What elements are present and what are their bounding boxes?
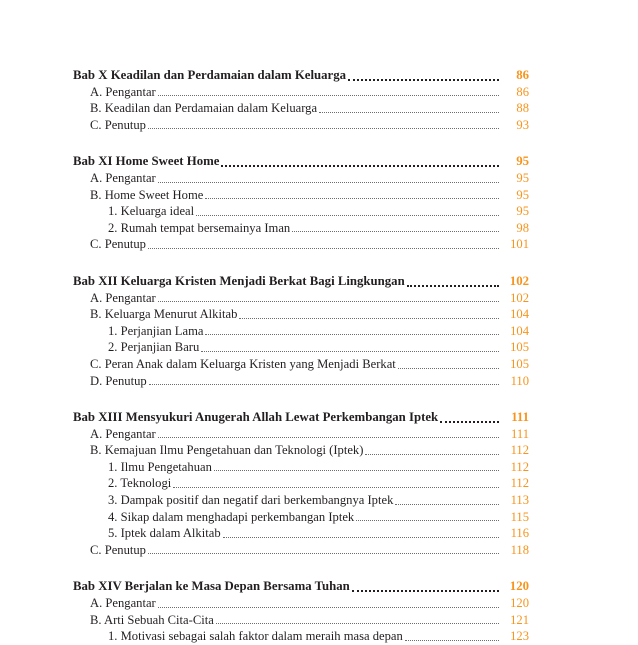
- dot-leader: [214, 469, 499, 471]
- toc-entry-title: 2. Perjanjian Baru: [108, 340, 200, 355]
- toc-chapter-entry[interactable]: [73, 578, 529, 595]
- dot-leader: [352, 589, 499, 592]
- toc-entry-title: Bab XI Home Sweet Home: [73, 154, 220, 169]
- dot-leader: [216, 622, 499, 624]
- dot-leader: [158, 181, 499, 183]
- dot-leader: [292, 230, 499, 232]
- toc-entry-title: B. Kemajuan Ilmu Pengetahuan dan Teknologi (Iptek): [90, 443, 364, 458]
- section-gap: [73, 558, 529, 578]
- toc-page-number: 113: [510, 493, 529, 508]
- toc-page-number: 121: [510, 612, 529, 627]
- dot-leader: [149, 383, 499, 385]
- toc-page-number: 86: [516, 84, 529, 99]
- toc-entry-title: 2. Teknologi: [108, 476, 172, 491]
- dot-leader: [407, 284, 499, 287]
- toc-section-entry[interactable]: [73, 100, 529, 117]
- toc-entry-title: 4. Sikap dalam menghadapi perkembangan Iptek: [108, 509, 355, 524]
- dot-leader: [319, 111, 499, 113]
- toc-subsection-entry[interactable]: [73, 492, 529, 509]
- toc-section-entry[interactable]: [73, 236, 529, 253]
- toc-subsection-entry[interactable]: [73, 525, 529, 542]
- toc-section-entry[interactable]: [73, 170, 529, 187]
- toc-page-number: 116: [510, 526, 529, 541]
- toc-entry-title: 1. Perjanjian Lama: [108, 323, 204, 338]
- toc-entry-title: C. Penutup: [90, 237, 146, 252]
- toc-entry-title: 3. Dampak positif dan negatif dari berkembangnya Iptek: [108, 493, 394, 508]
- dot-leader: [148, 247, 499, 249]
- toc-section-entry[interactable]: [73, 373, 529, 390]
- toc-page-number: 120: [509, 579, 529, 594]
- dot-leader: [440, 420, 499, 423]
- toc-entry-title: 1. Motivasi sebagai salah faktor dalam meraih masa depan: [108, 629, 403, 644]
- dot-leader: [205, 333, 499, 335]
- toc-entry-title: A. Pengantar: [90, 84, 156, 99]
- toc-entry-title: 5. Iptek dalam Alkitab: [108, 526, 221, 541]
- toc-page-number: 112: [510, 459, 529, 474]
- toc-subsection-entry[interactable]: [73, 509, 529, 526]
- toc-entry-title: B. Home Sweet Home: [90, 187, 204, 202]
- toc-entry-title: C. Penutup: [90, 117, 146, 132]
- dot-leader: [158, 606, 499, 608]
- toc-page-number: 105: [510, 340, 529, 355]
- dot-leader: [398, 367, 499, 369]
- toc-subsection-entry[interactable]: [73, 220, 529, 237]
- toc-entry-title: A. Pengantar: [90, 596, 156, 611]
- toc-section-entry[interactable]: [73, 306, 529, 323]
- toc-chapter-entry[interactable]: [73, 67, 529, 84]
- dot-leader: [148, 127, 499, 129]
- toc-page-number: 104: [510, 307, 529, 322]
- toc-entry-title: C. Penutup: [90, 542, 146, 557]
- table-of-contents: [73, 67, 529, 645]
- dot-leader: [158, 94, 499, 96]
- toc-page-number: 102: [509, 273, 529, 288]
- section-gap: [73, 389, 529, 409]
- toc-entry-title: Bab X Keadilan dan Perdamaian dalam Keluarga: [73, 68, 347, 82]
- toc-page-number: 95: [516, 170, 529, 185]
- toc-section-entry[interactable]: [73, 84, 529, 101]
- toc-page-number: 112: [510, 476, 529, 491]
- toc-page-number: 98: [516, 220, 529, 235]
- dot-leader: [201, 350, 499, 352]
- toc-page-number: 88: [516, 101, 529, 116]
- dot-leader: [239, 317, 499, 319]
- toc-subsection-entry[interactable]: [73, 475, 529, 492]
- section-gap: [73, 133, 529, 153]
- toc-entry-title: A. Pengantar: [90, 290, 156, 305]
- toc-section-entry[interactable]: [73, 595, 529, 612]
- dot-leader: [205, 197, 499, 199]
- toc-entry-title: A. Pengantar: [90, 426, 156, 441]
- toc-page-number: 111: [511, 410, 529, 425]
- toc-entry-title: D. Penutup: [90, 373, 147, 388]
- toc-section-entry[interactable]: [73, 612, 529, 629]
- toc-subsection-entry[interactable]: [73, 628, 529, 645]
- toc-entry-title: Bab XII Keluarga Kristen Menjadi Berkat Bagi Lingkungan: [73, 273, 405, 288]
- toc-page-number: 118: [510, 542, 529, 557]
- dot-leader: [395, 503, 499, 505]
- toc-page-number: 120: [510, 596, 529, 611]
- toc-entry-title: Bab XIII Mensyukuri Anugerah Allah Lewat Perkembangan Iptek: [73, 410, 439, 425]
- toc-page-number: 105: [510, 356, 529, 371]
- toc-page-number: 95: [516, 204, 529, 219]
- toc-entry-title: B. Keluarga Menurut Alkitab: [90, 307, 238, 322]
- toc-page-number: 93: [516, 117, 529, 132]
- toc-section-entry[interactable]: [73, 117, 529, 134]
- dot-leader: [223, 536, 499, 538]
- toc-entry-title: B. Arti Sebuah Cita-Cita: [90, 612, 214, 627]
- dot-leader: [158, 436, 499, 438]
- dot-leader: [173, 486, 499, 488]
- toc-entry-title: 1. Keluarga ideal: [108, 204, 195, 219]
- toc-entry-title: 2. Rumah tempat bersemainya Iman: [108, 220, 291, 235]
- dot-leader: [348, 78, 499, 81]
- toc-section-entry[interactable]: [73, 426, 529, 443]
- toc-page-number: 102: [510, 290, 529, 305]
- toc-page-number: 101: [510, 237, 529, 252]
- toc-section-entry[interactable]: [73, 290, 529, 307]
- toc-entry-title: A. Pengantar: [90, 170, 156, 185]
- dot-leader: [158, 300, 499, 302]
- toc-section-entry[interactable]: [73, 542, 529, 559]
- toc-section-entry[interactable]: [73, 442, 529, 459]
- toc-subsection-entry[interactable]: [73, 459, 529, 476]
- toc-subsection-entry[interactable]: [73, 323, 529, 340]
- toc-subsection-entry[interactable]: [73, 203, 529, 220]
- toc-page-number: 112: [510, 443, 529, 458]
- toc-entry-title: 1. Ilmu Pengetahuan: [108, 459, 212, 474]
- toc-entry-title: B. Keadilan dan Perdamaian dalam Keluarga: [90, 101, 318, 116]
- toc-entry-title: Bab XIV Berjalan ke Masa Depan Bersama Tuhan: [73, 579, 350, 594]
- toc-page-number: 115: [510, 509, 529, 524]
- dot-leader: [221, 164, 499, 167]
- dot-leader: [405, 639, 499, 641]
- section-gap: [73, 253, 529, 273]
- toc-section-entry[interactable]: [73, 187, 529, 204]
- toc-subsection-entry[interactable]: [73, 339, 529, 356]
- toc-page-number: 111: [511, 426, 529, 441]
- dot-leader: [148, 552, 499, 554]
- dot-leader: [365, 453, 499, 455]
- dot-leader: [356, 519, 499, 521]
- toc-page-number: 123: [510, 629, 529, 644]
- toc-entry-title: C. Peran Anak dalam Keluarga Kristen yang Menjadi Berkat: [90, 356, 396, 371]
- toc-section-entry[interactable]: [73, 356, 529, 373]
- dot-leader: [196, 214, 499, 216]
- toc-chapter-entry[interactable]: [73, 409, 529, 426]
- toc-page-number: 95: [516, 187, 529, 202]
- toc-page-number: 104: [510, 323, 529, 338]
- toc-page-number: 86: [516, 68, 529, 82]
- toc-page-number: 110: [510, 373, 529, 388]
- toc-chapter-entry[interactable]: [73, 153, 529, 170]
- toc-page-number: 95: [516, 154, 529, 169]
- toc-chapter-entry[interactable]: [73, 273, 529, 290]
